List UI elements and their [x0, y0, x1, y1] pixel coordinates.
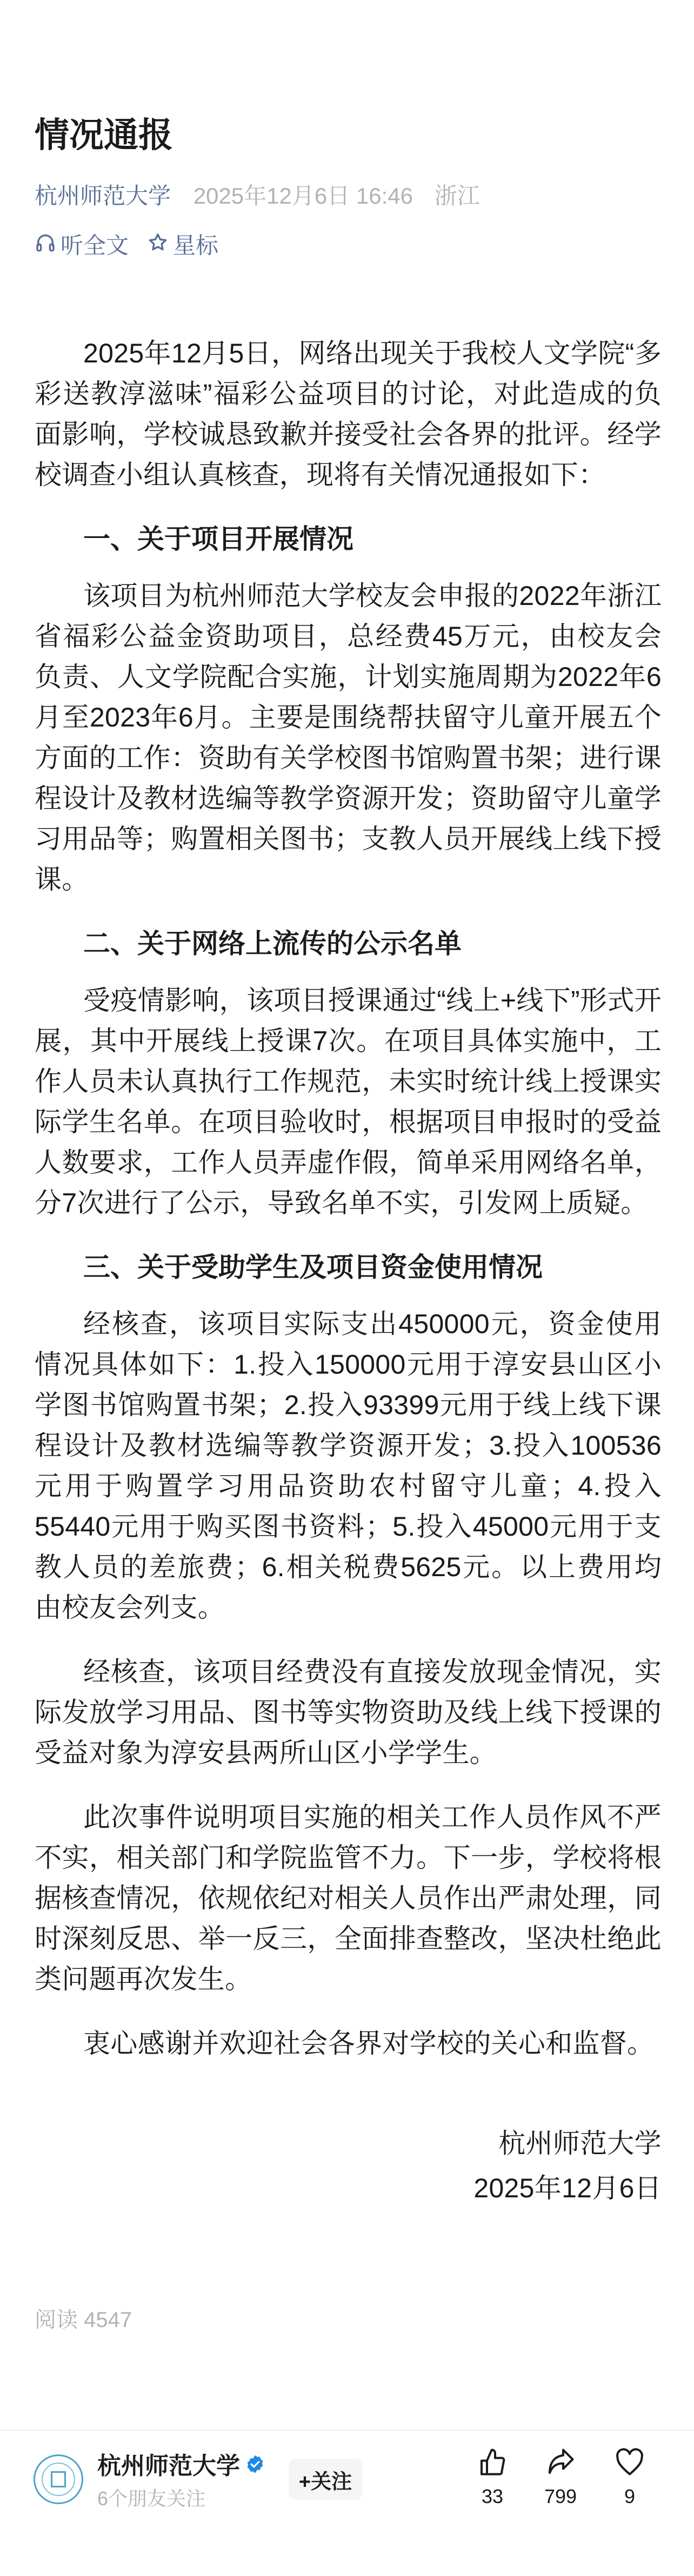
like-count: 33: [481, 2485, 504, 2507]
article-meta: [35, 181, 480, 211]
star-icon: [147, 231, 169, 260]
share-button[interactable]: [531, 2446, 590, 2508]
section-heading: 一、关于项目开展情况: [83, 524, 353, 554]
headphones-icon: [35, 231, 56, 260]
like-button[interactable]: [463, 2446, 522, 2508]
article-body: [35, 333, 662, 2209]
account-name: 杭州师范大学: [97, 2453, 240, 2479]
listen-button[interactable]: [35, 231, 129, 260]
paragraph: 经核查，该项目实际支出450000元，资金使用情况具体如下：1.投入150000元用于淳安县山区小学图书馆购置书架；2.投入93399元用于线上线下课程设计及教材选编等教学资源开发；3.投入100536元用于购置学习用品资助农村留守儿童；4.投入55440元用于购买图书资料；5.投入45000元用于支教人员的差旅费；6.相关税费5625元。以上费用均由校友会列支。: [35, 1309, 662, 1623]
intro-paragraph: 2025年12月5日，网络出现关于我校人文学院“多彩送教淳滋味”福彩公益项目的讨论，对此造成的负面影响，学校诚恳致歉并接受社会各界的批评。经学校调查小组认真核查，现将有关情况通报如下：: [35, 338, 662, 490]
paragraph: 该项目为杭州师范大学校友会申报的2022年浙江省福彩公益金资助项目，总经费45万元，由校友会负责、人文学院配合实施，计划实施周期为2022年6月至2023年6月。主要是围绕帮扶留守儿童开展五个方面的工作：资助有关学校图书馆购置书架；进行课程设计及教材选编等教学资源开发；资助留守儿童学习用品等；购置相关图书；支教人员开展线上线下授课。: [35, 581, 662, 894]
account-name-row[interactable]: [97, 2451, 265, 2481]
article-actions: [35, 231, 218, 260]
university-seal-icon: [42, 2463, 75, 2496]
paragraph: 经核查，该项目经费没有直接发放现金情况，实际发放学习用品、图书等实物资助及线上线下授课的受益对象为淳安县两所山区小学学生。: [35, 1657, 662, 1768]
follow-button[interactable]: +关注: [289, 2459, 362, 2500]
paragraph: 受疫情影响，该项目授课通过“线上+线下”形式开展，其中开展线上授课7次。在项目具体实施中，工作人员未认真执行工作规范，未实时统计线上授课实际学生名单。在项目验收时，根据项目申报时的受益人数要求，工作人员弄虚作假，简单采用网络名单，分7次进行了公示，导致名单不实，引发网上质疑。: [35, 985, 662, 1218]
publish-location: 浙江: [434, 183, 480, 208]
section-heading: 三、关于受助学生及项目资金使用情况: [83, 1252, 543, 1282]
share-arrow-icon: [531, 2446, 590, 2478]
closing-paragraph: 衷心感谢并欢迎社会各界对学校的关心和监督。: [83, 2028, 655, 2059]
section-heading: 二、关于网络上流传的公示名单: [83, 929, 462, 959]
signature: 杭州师范大学: [498, 2128, 662, 2158]
signature-date: 2025年12月6日: [473, 2173, 662, 2203]
share-count: 799: [544, 2485, 577, 2507]
favorite-count: 9: [624, 2485, 636, 2507]
author-link[interactable]: 杭州师范大学: [35, 183, 171, 208]
publish-time: 2025年12月6日 16:46: [193, 183, 413, 208]
friends-following: 6个朋友关注: [97, 2487, 206, 2510]
favorite-button[interactable]: [600, 2446, 659, 2508]
heart-icon: [600, 2446, 659, 2478]
account-avatar[interactable]: [34, 2454, 83, 2504]
star-button[interactable]: [147, 231, 218, 260]
read-count: 阅读 4547: [35, 2308, 132, 2332]
paragraph: 此次事件说明项目实施的相关工作人员作风不严不实，相关部门和学院监管不力。下一步，学校将根据核查情况，依规依纪对相关人员作出严肃处理，同时深刻反思、举一反三，全面排查整改，坚决杜绝此类问题再次发生。: [35, 1802, 662, 1994]
article-title: 情况通报: [35, 116, 173, 154]
thumbs-up-icon: [463, 2446, 522, 2478]
star-label: 星标: [173, 233, 219, 258]
listen-label: 听全文: [61, 233, 129, 258]
seal-center: [51, 2471, 66, 2487]
bottom-bar: [0, 2430, 694, 2576]
verified-icon: [245, 2451, 265, 2481]
